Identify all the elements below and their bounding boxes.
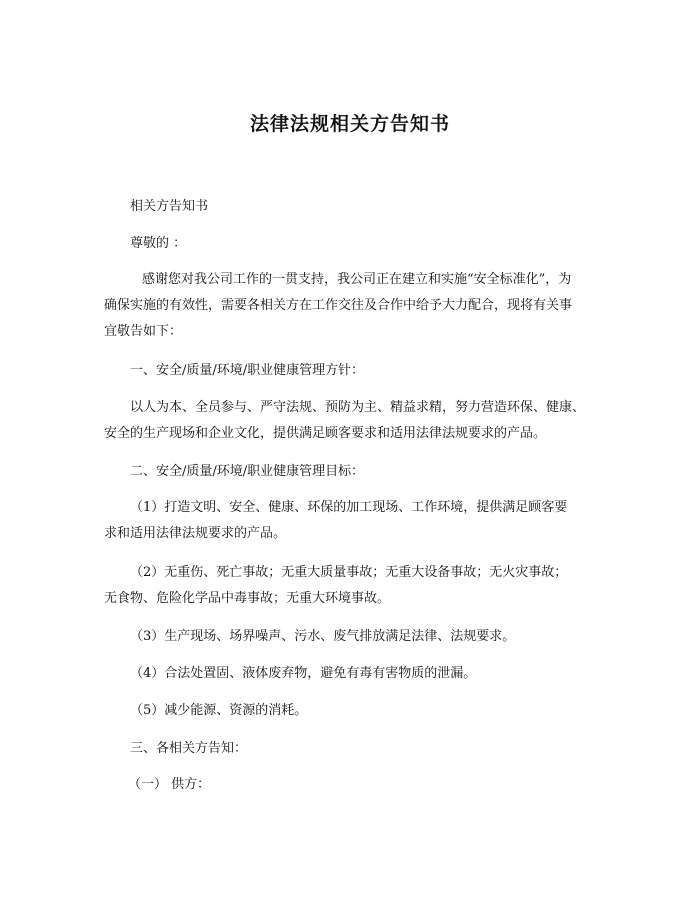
intro-line-1: 感谢您对我公司工作的一贯支持，我公司正在建立和实施“安全标准化”，为 <box>142 272 572 287</box>
section-1-line-1: 以人为本、全员参与、严守法规、预防为主、精益求精，努力营造环保、健康、 <box>130 400 586 415</box>
section-3-heading: 三、各相关方告知： <box>130 741 248 756</box>
objective-2-line-1: （2）无重伤、死亡事故；无重大质量事故；无重大设备事故；无火灾事故； <box>130 565 568 580</box>
salutation: 尊敬的 ： <box>130 236 187 251</box>
objective-1-line-1: （1）打造文明、安全、健康、环保的加工现场、工作环境，提供满足顾客要 <box>130 500 568 515</box>
objective-5: （5）减少能源、资源的消耗。 <box>130 703 308 718</box>
objective-2-line-2: 无食物、危险化学品中毒事故；无重大环境事故。 <box>104 591 391 606</box>
section-3-sub-1: （一） 供方： <box>128 777 211 792</box>
objective-3: （3）生产现场、场界噪声、污水、废气排放满足法律、法规要求。 <box>130 629 516 644</box>
objective-4: （4）合法处置固、液体废弃物，避免有毒有害物质的泄漏。 <box>130 666 477 681</box>
intro-line-3: 宜敬告如下： <box>104 324 183 339</box>
section-1-heading: 一、安全/质量/环境/职业健康管理方针： <box>130 363 365 378</box>
subtitle: 相关方告知书 <box>130 199 209 214</box>
objective-1-line-2: 求和适用法律法规要求的产品。 <box>104 526 287 541</box>
document-title: 法律法规相关方告知书 <box>249 113 450 135</box>
section-1-line-2: 安全的生产现场和企业文化，提供满足顾客要求和适用法律法规要求的产品。 <box>104 426 547 441</box>
intro-line-2: 确保实施的有效性，需要各相关方在工作交往及合作中给予大力配合，现将有关事 <box>104 298 573 313</box>
section-2-heading: 二、安全/质量/环境/职业健康管理目标： <box>130 464 365 479</box>
